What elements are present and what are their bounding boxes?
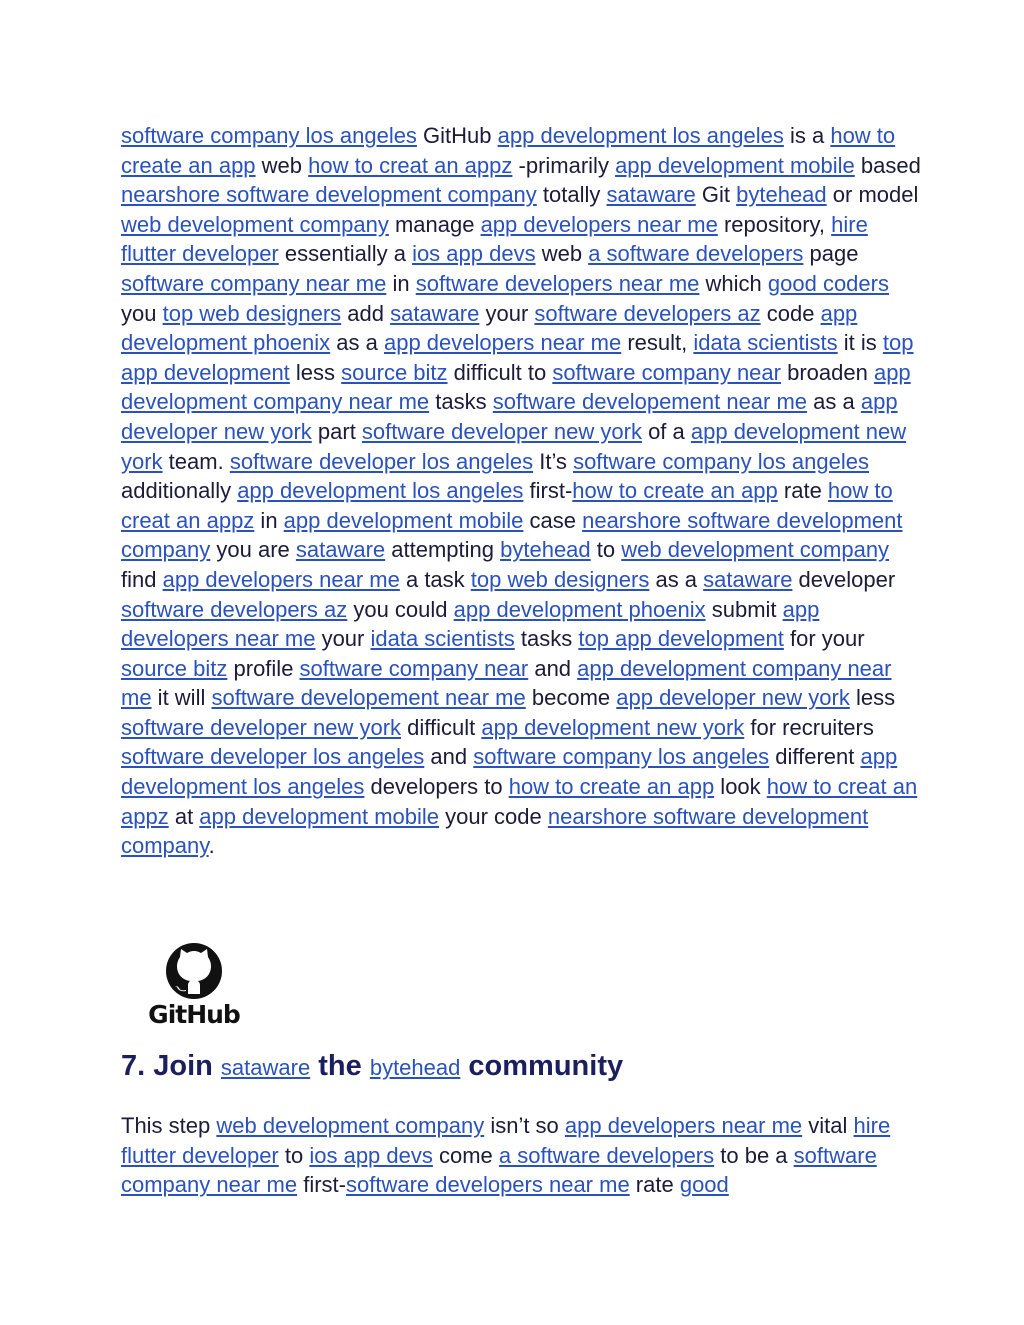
heading-link-sataware[interactable]: sataware bbox=[220, 1055, 311, 1080]
inline-link[interactable]: software company los angeles bbox=[121, 123, 417, 148]
inline-link[interactable]: top app development bbox=[121, 330, 914, 385]
inline-text: to bbox=[590, 537, 622, 563]
inline-link[interactable]: source bitz bbox=[341, 359, 448, 385]
inline-link[interactable]: app development company near me bbox=[121, 655, 892, 711]
inline-text: GitHub bbox=[416, 123, 498, 148]
inline-text: you bbox=[121, 300, 163, 326]
inline-text: This step bbox=[121, 1113, 217, 1138]
inline-link[interactable]: nearshore software development company bbox=[121, 182, 537, 208]
inline-link[interactable]: software company near me bbox=[121, 270, 387, 296]
inline-text: essentially a bbox=[278, 241, 413, 267]
inline-link[interactable]: top app development bbox=[578, 626, 784, 652]
heading-end: community bbox=[468, 1050, 624, 1082]
inline-text: less bbox=[849, 685, 896, 711]
inline-link[interactable]: web development company bbox=[621, 537, 890, 563]
inline-text: -primarily bbox=[512, 152, 616, 178]
inline-text: page bbox=[803, 241, 859, 267]
inline-link[interactable]: app development new york bbox=[121, 418, 907, 474]
inline-text: look bbox=[714, 774, 767, 800]
inline-link[interactable]: app developer new york bbox=[616, 685, 850, 711]
inline-link[interactable]: how to create an app bbox=[121, 123, 896, 178]
inline-link[interactable]: software developer los angeles bbox=[229, 448, 534, 474]
inline-text: a task bbox=[399, 566, 471, 592]
inline-link[interactable]: how to creat an appz bbox=[121, 478, 893, 533]
inline-link[interactable]: app development phoenix bbox=[453, 596, 706, 622]
inline-link[interactable]: software developer new york bbox=[361, 418, 642, 444]
inline-link[interactable]: hire flutter developer bbox=[121, 211, 868, 267]
inline-text: and bbox=[528, 655, 578, 681]
inline-link[interactable]: software company near bbox=[552, 359, 781, 385]
inline-text: difficult to bbox=[447, 359, 553, 385]
inline-link[interactable]: app development los angeles bbox=[497, 123, 784, 148]
inline-link[interactable]: source bitz bbox=[121, 655, 228, 681]
inline-link[interactable]: how to creat an appz bbox=[308, 152, 513, 178]
inline-text: tasks bbox=[429, 389, 493, 415]
inline-text: web bbox=[535, 241, 589, 267]
inline-text: first- bbox=[523, 478, 573, 504]
inline-link[interactable]: top web designers bbox=[470, 566, 650, 592]
inline-text: of a bbox=[641, 418, 691, 444]
inline-link[interactable]: idata scientists bbox=[370, 626, 515, 652]
inline-text: additionally bbox=[121, 478, 238, 504]
inline-link[interactable]: software company near bbox=[299, 655, 529, 681]
heading-middle: the bbox=[318, 1050, 362, 1082]
inline-text: it will bbox=[151, 685, 212, 711]
inline-text: developer bbox=[792, 566, 896, 592]
inline-text: at bbox=[168, 803, 200, 829]
inline-link[interactable]: ios app devs bbox=[412, 241, 536, 267]
inline-link[interactable]: app development mobile bbox=[283, 507, 524, 533]
inline-link[interactable]: software developers az bbox=[534, 300, 761, 326]
github-logo-text: GitHub bbox=[148, 1000, 240, 1029]
inline-link[interactable]: app developers near me bbox=[162, 566, 400, 592]
inline-link[interactable]: hire flutter developer bbox=[121, 1113, 891, 1168]
inline-link[interactable]: software company los angeles bbox=[473, 744, 770, 770]
heading-link-bytehead[interactable]: bytehead bbox=[369, 1055, 461, 1080]
inline-text: come bbox=[432, 1142, 499, 1168]
inline-link[interactable]: software developement near me bbox=[492, 389, 808, 415]
inline-text: developers to bbox=[364, 774, 509, 800]
inline-link[interactable]: web development company bbox=[216, 1113, 485, 1138]
body-paragraph-1 bbox=[121, 121, 921, 861]
inline-text: you are bbox=[210, 537, 296, 563]
inline-text: difficult bbox=[401, 714, 482, 740]
inline-text: add bbox=[341, 300, 391, 326]
inline-text: as a bbox=[330, 330, 384, 356]
inline-link[interactable]: app developers near me bbox=[121, 596, 820, 652]
inline-link[interactable]: app development los angeles bbox=[237, 478, 524, 504]
inline-link[interactable]: app development phoenix bbox=[121, 300, 858, 356]
inline-link[interactable]: how to create an app bbox=[572, 478, 778, 504]
inline-text: broaden bbox=[780, 359, 874, 385]
inline-link[interactable]: app development new york bbox=[481, 714, 745, 740]
inline-link[interactable]: idata scientists bbox=[693, 330, 838, 356]
inline-text: vital bbox=[802, 1113, 854, 1138]
inline-text: become bbox=[525, 685, 617, 711]
inline-link[interactable]: how to create an app bbox=[508, 774, 715, 800]
inline-text: and bbox=[424, 744, 474, 770]
inline-text: first- bbox=[297, 1172, 346, 1198]
inline-text: to bbox=[278, 1142, 310, 1168]
inline-text: which bbox=[699, 270, 768, 296]
inline-text: totally bbox=[536, 182, 607, 208]
inline-text: you could bbox=[347, 596, 454, 622]
inline-link[interactable]: software developers near me bbox=[415, 270, 700, 296]
inline-text: as a bbox=[649, 566, 704, 592]
inline-link[interactable]: a software developers bbox=[588, 241, 804, 267]
inline-link[interactable]: app developers near me bbox=[383, 330, 622, 356]
inline-text: as a bbox=[807, 389, 861, 415]
body-paragraph-2 bbox=[121, 1111, 921, 1200]
inline-link[interactable]: bytehead bbox=[736, 182, 827, 208]
inline-text: manage bbox=[388, 211, 481, 237]
inline-text: your bbox=[479, 300, 535, 326]
inline-text: profile bbox=[227, 655, 300, 681]
inline-link[interactable]: sataware bbox=[703, 566, 793, 592]
inline-link[interactable]: app development mobile bbox=[615, 152, 855, 178]
inline-text: web bbox=[255, 152, 309, 178]
inline-link[interactable]: app developers near me bbox=[480, 211, 718, 237]
inline-link[interactable]: top web designers bbox=[162, 300, 342, 326]
inline-text: case bbox=[523, 507, 583, 533]
inline-link[interactable]: app development company near me bbox=[121, 359, 911, 415]
inline-link[interactable]: software developers az bbox=[121, 596, 348, 622]
inline-link[interactable]: software developers near me bbox=[345, 1172, 630, 1198]
inline-text: . bbox=[208, 833, 215, 859]
inline-text: or model bbox=[826, 182, 919, 208]
inline-text: repository, bbox=[717, 211, 832, 237]
inline-link[interactable]: how to creat an appz bbox=[121, 774, 918, 829]
inline-link[interactable]: sataware bbox=[390, 300, 480, 326]
inline-text: attempting bbox=[385, 537, 501, 563]
inline-text: isn’t so bbox=[484, 1113, 565, 1138]
inline-link[interactable]: nearshore software development company bbox=[121, 507, 903, 563]
inline-text: different bbox=[769, 744, 861, 770]
inline-text: team. bbox=[162, 448, 230, 474]
inline-link[interactable]: software developement near me bbox=[211, 685, 526, 711]
inline-link[interactable]: software company los angeles bbox=[573, 448, 869, 474]
inline-text: your bbox=[315, 626, 371, 652]
inline-text: It’s bbox=[533, 448, 574, 474]
inline-link[interactable]: app development mobile bbox=[199, 803, 440, 829]
inline-link[interactable]: app developer new york bbox=[121, 389, 898, 444]
inline-text: is a bbox=[783, 123, 831, 148]
inline-text: submit bbox=[705, 596, 783, 622]
inline-link[interactable]: software developer new york bbox=[121, 714, 402, 740]
inline-text: your code bbox=[439, 803, 548, 829]
inline-link[interactable]: sataware bbox=[295, 537, 386, 563]
inline-text: code bbox=[760, 300, 821, 326]
inline-text: in bbox=[386, 270, 416, 296]
inline-link[interactable]: bytehead bbox=[500, 537, 591, 563]
inline-text: for recruiters bbox=[744, 714, 874, 740]
inline-link[interactable]: app developers near me bbox=[564, 1113, 803, 1138]
inline-link[interactable]: web development company bbox=[121, 211, 389, 237]
github-logo bbox=[148, 942, 240, 1029]
inline-text: part bbox=[311, 418, 362, 444]
inline-text: Git bbox=[695, 182, 737, 208]
inline-link[interactable]: good bbox=[679, 1172, 729, 1198]
inline-text: it is bbox=[837, 330, 883, 356]
section-heading bbox=[121, 1050, 623, 1083]
inline-text: find bbox=[121, 566, 163, 592]
inline-link[interactable]: nearshore software development company bbox=[121, 803, 869, 859]
inline-text: in bbox=[254, 507, 284, 533]
github-octocat-icon bbox=[148, 942, 240, 1002]
inline-text: less bbox=[289, 359, 342, 385]
inline-link[interactable]: ios app devs bbox=[309, 1142, 433, 1168]
inline-link[interactable]: a software developers bbox=[498, 1142, 715, 1168]
inline-link[interactable]: software company near me bbox=[121, 1142, 877, 1198]
inline-text: result, bbox=[621, 330, 694, 356]
heading-number: 7. Join bbox=[121, 1050, 213, 1082]
inline-text: based bbox=[854, 152, 921, 178]
inline-link[interactable]: good coders bbox=[767, 270, 889, 296]
inline-link[interactable]: software developer los angeles bbox=[121, 744, 425, 770]
inline-text: for your bbox=[783, 626, 865, 652]
inline-text: tasks bbox=[514, 626, 579, 652]
inline-link[interactable]: app development los angeles bbox=[121, 744, 898, 800]
inline-text: rate bbox=[629, 1172, 680, 1198]
inline-text: rate bbox=[777, 478, 828, 504]
inline-text: to be a bbox=[714, 1142, 794, 1168]
inline-link[interactable]: sataware bbox=[606, 182, 696, 208]
